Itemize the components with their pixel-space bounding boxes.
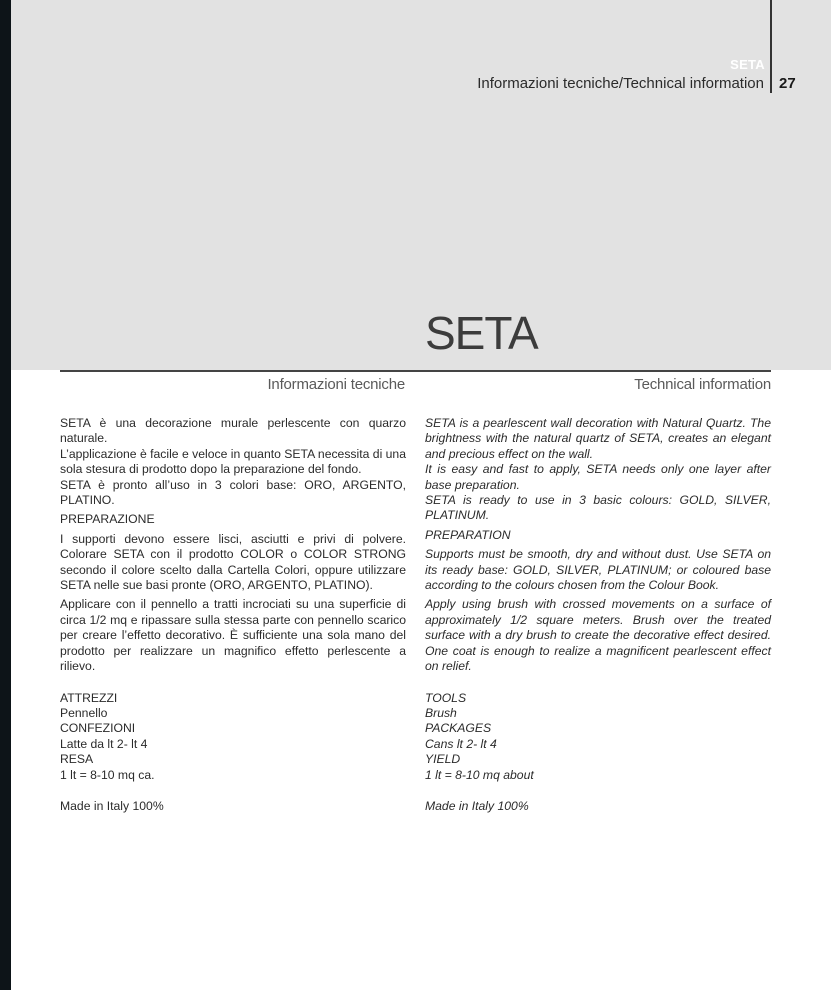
preparation-paragraph: I supporti devono essere lisci, asciutti e privi di polvere. Colorare SETA con il prodotto COLOR o COLOR STRONG secondo il colore scelto dalla Cartella Colori, oppure utilizzare SETA nelle sue basi pronte (ORO, ARGENTO, PLATINO). [60,531,406,593]
made-in-label: Made in Italy 100% [425,798,529,813]
specs-list [425,691,771,783]
spec-line: 1 lt = 8-10 mq about [425,767,534,782]
page-spine-bar [0,0,11,990]
spec-line: Cans lt 2- lt 4 [425,736,497,751]
spec-line: TOOLS [425,690,467,705]
application-paragraph: Apply using brush with crossed movements on a surface of approximately 1/2 square meters. Brush over the treated surface with a dry brush to create the decorative effect desired. One coat is enough to realize a magnificent pearlescent effect on relief. [425,597,771,674]
spec-line: YIELD [425,752,461,767]
page-number: 27 [779,75,796,92]
intro-paragraph: SETA is ready to use in 3 basic colours: GOLD, SILVER, PLATINUM. [425,493,771,523]
intro-paragraph: SETA è pronto all’uso in 3 colori base: ORO, ARGENTO, PLATINO. [60,477,406,508]
spec-line: ATTREZZI [60,690,118,705]
made-in-label: Made in Italy 100% [60,798,164,813]
italian-column [60,416,406,818]
intro-paragraph: SETA è una decorazione murale perlescente con quarzo naturale. [60,416,406,446]
spec-line: Brush [425,705,457,720]
english-column [425,416,771,818]
intro-paragraph: SETA is a pearlescent wall decoration with Natural Quartz. The brightness with the natural quartz of SETA, creates an elegant and precious effect on the wall. [425,416,771,461]
intro-paragraph: It is easy and fast to apply, SETA needs only one layer after base preparation. [425,462,771,492]
page-title: SETA [425,307,538,359]
header-vertical-rule [770,0,772,93]
spec-line: RESA [60,752,94,767]
title-divider [60,370,771,372]
application-paragraph: Applicare con il pennello a tratti incrociati su una superficie di circa 1/2 mq e ripassare sulla stessa parte con pennello scarico per creare l’effetto decorativo. È sufficiente una sola mano del prodotto per realizzare un magnifico effetto perlescente a rilievo. [60,597,406,674]
preparation-heading: PREPARAZIONE [60,512,155,527]
preparation-heading: PREPARATION [425,527,511,542]
italian-column-heading: Informazioni tecniche [267,376,405,393]
spec-line: PACKAGES [425,721,492,736]
specs-list [60,691,406,783]
english-column-heading: Technical information [634,376,771,393]
header-band [11,0,831,370]
running-header-subtitle: Informazioni tecniche/Technical information [477,75,764,92]
intro-paragraph: L’applicazione è facile e veloce in quanto SETA necessita di una sola stesura di prodotto dopo la preparazione del fondo. [60,446,406,477]
spec-line: Pennello [60,705,108,720]
spec-line: Latte da lt 2- lt 4 [60,736,148,751]
running-header-section: SETA [730,57,765,72]
spec-line: CONFEZIONI [60,721,136,736]
spec-line: 1 lt = 8-10 mq ca. [60,767,155,782]
preparation-paragraph: Supports must be smooth, dry and without dust. Use SETA on its ready base: GOLD, SILVER, PLATINUM; or coloured base according to the colours chosen from the Colour Book. [425,547,771,593]
